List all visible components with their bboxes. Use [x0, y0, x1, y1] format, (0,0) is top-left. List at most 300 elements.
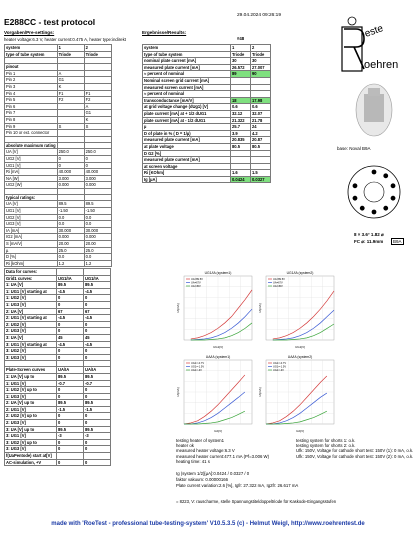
row-value: 27.007 — [251, 64, 271, 71]
row-value: F1 — [57, 90, 84, 97]
row-value: UA/IA — [84, 367, 111, 374]
x-axis-label: UA[V] — [214, 429, 222, 433]
row-label: IA [mA] — [5, 227, 58, 234]
row-value: 0 — [57, 155, 84, 162]
row-label: type of tube system — [143, 51, 231, 58]
row-value: -4.5 — [57, 341, 84, 348]
row-label: Pin 2 — [5, 77, 58, 84]
table-row — [5, 260, 112, 267]
row-label: at screen voltage — [143, 163, 231, 170]
result-line: heating time: 41 s — [176, 458, 210, 464]
row-value: 0 — [84, 301, 111, 308]
row-value: Triode — [84, 51, 111, 58]
row-label: AC-simulation, +V — [5, 459, 57, 466]
chart-title: UG1/IA (system1) — [204, 271, 232, 275]
row-value — [251, 163, 271, 170]
chart-title: UA/IA (system1) — [205, 355, 231, 359]
row-value: 89.5 — [57, 373, 84, 380]
row-value: K — [57, 83, 84, 90]
row-label: system — [143, 45, 231, 52]
row-label: transconductance [mA/V] — [143, 97, 231, 104]
row-label: Data for curves: — [5, 269, 57, 276]
row-value: 0 — [84, 446, 111, 453]
pin-dot — [383, 206, 388, 211]
row-label: UG2 [W] — [5, 182, 58, 189]
table-row — [5, 149, 112, 156]
row-value: 0 — [84, 162, 111, 169]
row-label: 3: UG3 [V] — [5, 354, 57, 361]
x-axis-label: UG1[V] — [295, 345, 305, 349]
row-label: UG1 [V] — [5, 208, 58, 215]
table-row — [5, 83, 112, 90]
base-code: B9A — [393, 239, 402, 244]
vacuum-factor: faktor vakuum: 0.00000166 — [176, 477, 229, 482]
row-value — [84, 77, 111, 84]
row-value: 0 — [84, 413, 111, 420]
row-value: -1.5 — [57, 406, 84, 413]
table-row — [143, 176, 271, 183]
heater-results — [176, 438, 269, 464]
row-label: Grid1 curves: — [5, 275, 57, 282]
row-value: UG1/IA — [84, 275, 111, 282]
row-label: Pin 5 — [5, 97, 58, 104]
row-value: 30.000 — [84, 227, 111, 234]
table-row — [5, 70, 112, 77]
row-label: 2: UG2 [V] — [5, 321, 57, 328]
row-value: F2 — [57, 97, 84, 104]
legend-entry: UG1=-3V — [191, 369, 202, 372]
row-value: 0.000 — [57, 234, 84, 241]
row-value: 30 — [231, 58, 251, 65]
row-value: 3.000 — [57, 175, 84, 182]
row-value: 25.0 — [84, 247, 111, 254]
pin-dot — [360, 206, 365, 211]
row-label: ≈ percent of nominal — [143, 91, 231, 98]
row-value: S — [84, 123, 111, 130]
row-value: 67 — [84, 308, 111, 315]
table-row — [5, 254, 112, 261]
chart-title: UA/IA (system2) — [287, 355, 313, 359]
row-value — [84, 194, 111, 201]
row-value: 32.07 — [251, 110, 271, 117]
table-row — [5, 194, 112, 201]
row-value: 0 — [57, 354, 84, 361]
row-value: -4.5 — [84, 341, 111, 348]
row-value — [231, 84, 251, 91]
row-value: 89.5 — [84, 373, 111, 380]
row-value: F2 — [84, 97, 111, 104]
row-value — [57, 130, 84, 137]
row-value: 3.9 — [231, 130, 251, 137]
row-label: 2: UG3 [V] — [5, 328, 57, 335]
table-row — [5, 373, 111, 380]
row-value: -4.5 — [84, 315, 111, 322]
x-axis-label: UA[V] — [296, 429, 304, 433]
table-row — [143, 77, 271, 84]
row-value: 80.5 — [251, 143, 271, 150]
table-row — [5, 90, 112, 97]
table-row — [143, 163, 271, 170]
row-value: 2 — [84, 45, 111, 52]
heater-note: heater voltage:6.3 V, heater current:0.475 A, heater type:indirekt — [4, 37, 126, 42]
table-row — [143, 51, 271, 58]
table-row — [143, 117, 271, 124]
row-label: D of plate in % ( D = 1/µ) — [143, 130, 231, 137]
table-row — [5, 413, 111, 420]
row-value: 0 — [57, 413, 84, 420]
table-row — [5, 142, 112, 149]
row-label: Plate-Screen curves — [5, 367, 57, 374]
row-label: 2: UG2 [V] up to — [5, 413, 57, 420]
table-row — [5, 221, 112, 228]
legend-entry: UA=45V — [273, 285, 283, 288]
result-line: testing system for shorts 2: o.k. — [296, 443, 356, 449]
table-row — [5, 354, 111, 361]
row-value: 0.0 — [57, 254, 84, 261]
chart-ug1-ia-system2 — [258, 268, 338, 350]
row-label: 1: UG3 [V] — [5, 393, 57, 400]
table-row — [5, 308, 111, 315]
row-value — [84, 64, 111, 71]
row-value: 0 — [57, 387, 84, 394]
row-value: 40.000 — [57, 169, 84, 176]
row-label: IG2 [mA] — [5, 234, 58, 241]
table-row — [143, 91, 271, 98]
row-label: 1: UG2 [V] up to — [5, 387, 57, 394]
row-value: 0 — [84, 439, 111, 446]
row-value: K — [84, 116, 111, 123]
row-value: 32.12 — [231, 110, 251, 117]
row-value — [84, 269, 111, 276]
table-row — [5, 393, 111, 400]
results-table — [142, 44, 271, 183]
row-value: -3 — [57, 433, 84, 440]
base-label: base: Noval B9A — [337, 146, 371, 151]
row-value: 89.5 — [84, 282, 111, 289]
row-label: Pin 8 — [5, 116, 58, 123]
pin-circle-diameter: FC ⌀: 11.9mm — [354, 239, 384, 244]
row-value — [231, 91, 251, 98]
pin-dot — [391, 196, 396, 201]
row-label: 1: UA [V] — [5, 282, 57, 289]
table-row — [5, 420, 111, 427]
row-value — [57, 64, 84, 71]
row-label: f(UaPentode) start at[V] — [5, 453, 57, 460]
row-value: -0.7 — [84, 380, 111, 387]
row-value: 1.6 — [231, 170, 251, 177]
row-value: -1.50 — [57, 208, 84, 215]
row-label: measured plate current [mA] — [143, 137, 231, 144]
row-value — [231, 150, 251, 157]
row-value — [57, 269, 84, 276]
chart-ua-ia-system1 — [176, 352, 256, 434]
row-value: 0 — [84, 354, 111, 361]
row-value: 45 — [57, 334, 84, 341]
table-row — [5, 116, 112, 123]
pin-dot — [372, 170, 377, 175]
table-row — [5, 282, 111, 289]
tube-note: = 8223, V: rauscharme, stelle Spannungstiteldoppeltriode für Kaskode-Eingangsstufen — [176, 499, 337, 504]
table-row — [5, 348, 111, 355]
row-label: measured plate current [mA] — [143, 64, 231, 71]
table-row — [5, 453, 111, 460]
row-value: 18 — [231, 97, 251, 104]
table-row — [5, 162, 112, 169]
row-value: -4.5 — [57, 315, 84, 322]
row-value: 0.0424 — [231, 176, 251, 183]
row-label: 3: UG2 [V] — [5, 348, 57, 355]
table-row — [5, 182, 112, 189]
row-value: 89.5 — [57, 201, 84, 208]
row-value: G1 — [57, 77, 84, 84]
pin-dot — [372, 210, 377, 215]
pin-dot — [391, 183, 396, 188]
presettings-label: Vorgaben/Pre-settings: — [4, 30, 55, 35]
row-value — [251, 77, 271, 84]
table-row — [5, 234, 112, 241]
row-value: 25.0 — [57, 247, 84, 254]
table-row — [143, 157, 271, 164]
row-label: Pin 4 — [5, 90, 58, 97]
row-value: 1.2 — [57, 260, 84, 267]
row-value: 0 — [57, 162, 84, 169]
row-value: 20.835 — [231, 137, 251, 144]
row-value: 0 — [57, 328, 84, 335]
tube-number: #48 — [237, 36, 245, 41]
table-row — [5, 301, 111, 308]
row-value: 0.6 — [231, 104, 251, 111]
pin-dimensions: 8 × 3.6° 1.82 ⌀ — [354, 232, 384, 237]
row-label: nominal plate current [mA] — [143, 58, 231, 65]
row-label: typical ratings: — [5, 194, 58, 201]
row-value: 0.0 — [84, 221, 111, 228]
row-label: absolute maximum rating — [6, 142, 56, 148]
tube-photo — [338, 80, 410, 140]
row-label: D G2 [%] — [143, 150, 231, 157]
row-value: 80.5 — [231, 143, 251, 150]
y-axis-label: IA[mA] — [258, 303, 262, 313]
table-row — [143, 150, 271, 157]
row-value: 3.000 — [84, 175, 111, 182]
row-value: 0.0 — [57, 221, 84, 228]
row-value — [57, 453, 84, 460]
row-value: 20.87 — [251, 137, 271, 144]
table-row — [5, 321, 111, 328]
table-row — [143, 137, 271, 144]
ig-line: Ig (system 1/2)[µA]:0.0424 / 0.0327 / 0 — [176, 471, 250, 476]
row-value: 21.322 — [231, 117, 251, 124]
row-label: Pin 10 or ext. connector — [5, 130, 58, 137]
row-label: 2: UG3 [V] — [5, 420, 57, 427]
row-value — [57, 110, 84, 117]
row-label: pinout — [5, 64, 58, 71]
row-label: Pin 1 — [5, 70, 58, 77]
row-value: 20.00 — [57, 241, 84, 248]
row-value: 21.78 — [251, 117, 271, 124]
row-value: -0.7 — [57, 380, 84, 387]
row-value: 0 — [57, 446, 84, 453]
table-row — [5, 214, 112, 221]
table-row — [5, 269, 111, 276]
row-value: 0 — [84, 321, 111, 328]
row-label: 3: UG1 [V] starting at — [5, 341, 57, 348]
row-label: D [%] — [5, 254, 58, 261]
row-value: 0 — [57, 301, 84, 308]
row-value: 0.0 — [84, 214, 111, 221]
legend-entry: UA=89.5V — [191, 278, 203, 281]
row-value: 0 — [57, 393, 84, 400]
row-value: 89.5 — [84, 201, 111, 208]
table-row — [5, 175, 112, 182]
row-value: Triode — [231, 51, 251, 58]
row-value: 0.000 — [57, 182, 84, 189]
row-label: at grid voltage change (dUg1) [V] — [143, 104, 231, 111]
row-value: 0 — [57, 439, 84, 446]
table-row — [5, 227, 112, 234]
table-row — [5, 328, 111, 335]
row-value: 0 — [84, 295, 111, 302]
row-value: 89.5 — [57, 282, 84, 289]
table-row — [5, 426, 111, 433]
row-value: 89.5 — [84, 400, 111, 407]
row-value: 1 — [57, 45, 84, 52]
row-value: A — [84, 103, 111, 110]
row-label: 1: UG3 [V] — [5, 301, 57, 308]
row-value — [251, 150, 271, 157]
row-label: 3: UA [V] — [5, 334, 57, 341]
row-label: 3: UG3 [V] — [5, 446, 57, 453]
row-value: G1 — [84, 110, 111, 117]
row-value: Triode — [57, 51, 84, 58]
row-value: 0.6 — [251, 104, 271, 111]
pin-dot — [353, 183, 358, 188]
table-row — [143, 97, 271, 104]
row-value: 0 — [84, 393, 111, 400]
footer: made with 'RoeTest - professional tube-testing-system' V10.5.3.5 (c) - Helmut Weigl, http://www.roehrentest.de — [51, 521, 365, 527]
table-row — [5, 400, 111, 407]
row-value: 4.2 — [251, 130, 271, 137]
table-row — [143, 110, 271, 117]
chart-ug1-ia-system1 — [176, 268, 256, 350]
row-value — [57, 142, 84, 149]
legend-entry: UA=67V — [273, 281, 283, 285]
table-row — [143, 45, 271, 52]
row-label: S [mA/V] — [5, 241, 58, 248]
table-row — [5, 201, 112, 208]
table-row — [5, 433, 111, 440]
row-label: Ri [KOhm] — [143, 170, 231, 177]
row-value: 250.0 — [57, 149, 84, 156]
table-row — [5, 110, 112, 117]
row-value: 0 — [57, 295, 84, 302]
row-value: 0.0 — [57, 214, 84, 221]
table-row — [5, 288, 111, 295]
row-value: 0 — [57, 348, 84, 355]
table-row — [5, 155, 112, 162]
row-value: 0 — [84, 348, 111, 355]
row-value: 40.000 — [84, 169, 111, 176]
row-value: -1.50 — [84, 208, 111, 215]
row-value — [251, 157, 271, 164]
table-row — [143, 84, 271, 91]
row-label: plate current [mA] at + 1/2 dUG1 — [143, 110, 231, 117]
row-value: 25.7 — [231, 124, 251, 131]
plate-variation: Plate current variation:2.6 [%], Igfr: 27.322 mA, Ig2fr: 26.617 mA — [176, 483, 299, 488]
table-row — [143, 124, 271, 131]
timestamp: 29.04.2024 09:26:19 — [237, 13, 282, 18]
row-label: 3: UA [V] up to — [5, 426, 57, 433]
table-row — [5, 341, 111, 348]
row-value — [231, 157, 251, 164]
chart-title: UG1/IA (system2) — [286, 271, 314, 275]
row-label: Pin 6 — [5, 103, 58, 110]
table-row — [5, 295, 111, 302]
row-value: 89.5 — [84, 426, 111, 433]
row-label: 2: UG1 [V] — [5, 406, 57, 413]
row-value — [57, 194, 84, 201]
table-row — [5, 247, 112, 254]
row-value — [231, 163, 251, 170]
row-value: 0 — [57, 321, 84, 328]
result-line: testing system for shorts 1: o.k. — [296, 438, 356, 443]
row-label: type of tube system — [5, 51, 58, 58]
row-label: UA [V] — [5, 149, 58, 156]
row-label: 3: UG1 [V] — [5, 433, 57, 440]
row-value: 45 — [84, 334, 111, 341]
row-label: µ — [5, 247, 58, 254]
row-label: µ — [143, 124, 231, 131]
row-value: 17.98 — [251, 97, 271, 104]
table-row — [5, 130, 112, 137]
row-value — [57, 116, 84, 123]
row-value: 1.5 — [251, 170, 271, 177]
table-row — [5, 380, 111, 387]
row-label: Pin 9 — [5, 123, 58, 130]
short-test-results — [296, 438, 414, 459]
legend-entry: UA=89.5V — [273, 278, 285, 281]
table-row — [5, 169, 112, 176]
row-value — [251, 91, 271, 98]
row-label: plate current [mA] at - 1/2 dUG1 — [143, 117, 231, 124]
row-label: NA [W] — [5, 175, 58, 182]
legend-entry: UG1=-0.7V — [273, 362, 287, 365]
row-label: system — [5, 45, 58, 52]
y-axis-label: IA[mA] — [176, 387, 180, 397]
row-value: 89.5 — [57, 426, 84, 433]
table-row — [5, 387, 111, 394]
legend-entry: UG1=-3V — [273, 369, 284, 372]
table-row — [5, 123, 112, 130]
row-value: UG1/IA — [57, 275, 84, 282]
results-label: Ergebnisse/Results: — [142, 30, 187, 35]
row-label: ≈ percent of nominal — [143, 71, 231, 78]
row-value: 0.000 — [84, 234, 111, 241]
table-row — [5, 315, 111, 322]
row-label: 3: UG2 [V] up to — [5, 439, 57, 446]
legend-entry: UG1=-1.5V — [273, 365, 287, 369]
row-value: 89 — [231, 71, 251, 78]
table-row — [5, 334, 111, 341]
result-line: Ufk: 150V, Voltage for cathode short test: 150V (2): 0 mA, o.k. — [296, 453, 414, 459]
table-row — [5, 241, 112, 248]
row-value: 250.0 — [84, 149, 111, 156]
table-row — [143, 104, 271, 111]
result-line: heater ok — [176, 443, 194, 449]
row-label: 1: UG2 [V] — [5, 295, 57, 302]
row-value: -1.5 — [84, 406, 111, 413]
row-value: A — [57, 70, 84, 77]
row-value: 0 — [84, 328, 111, 335]
